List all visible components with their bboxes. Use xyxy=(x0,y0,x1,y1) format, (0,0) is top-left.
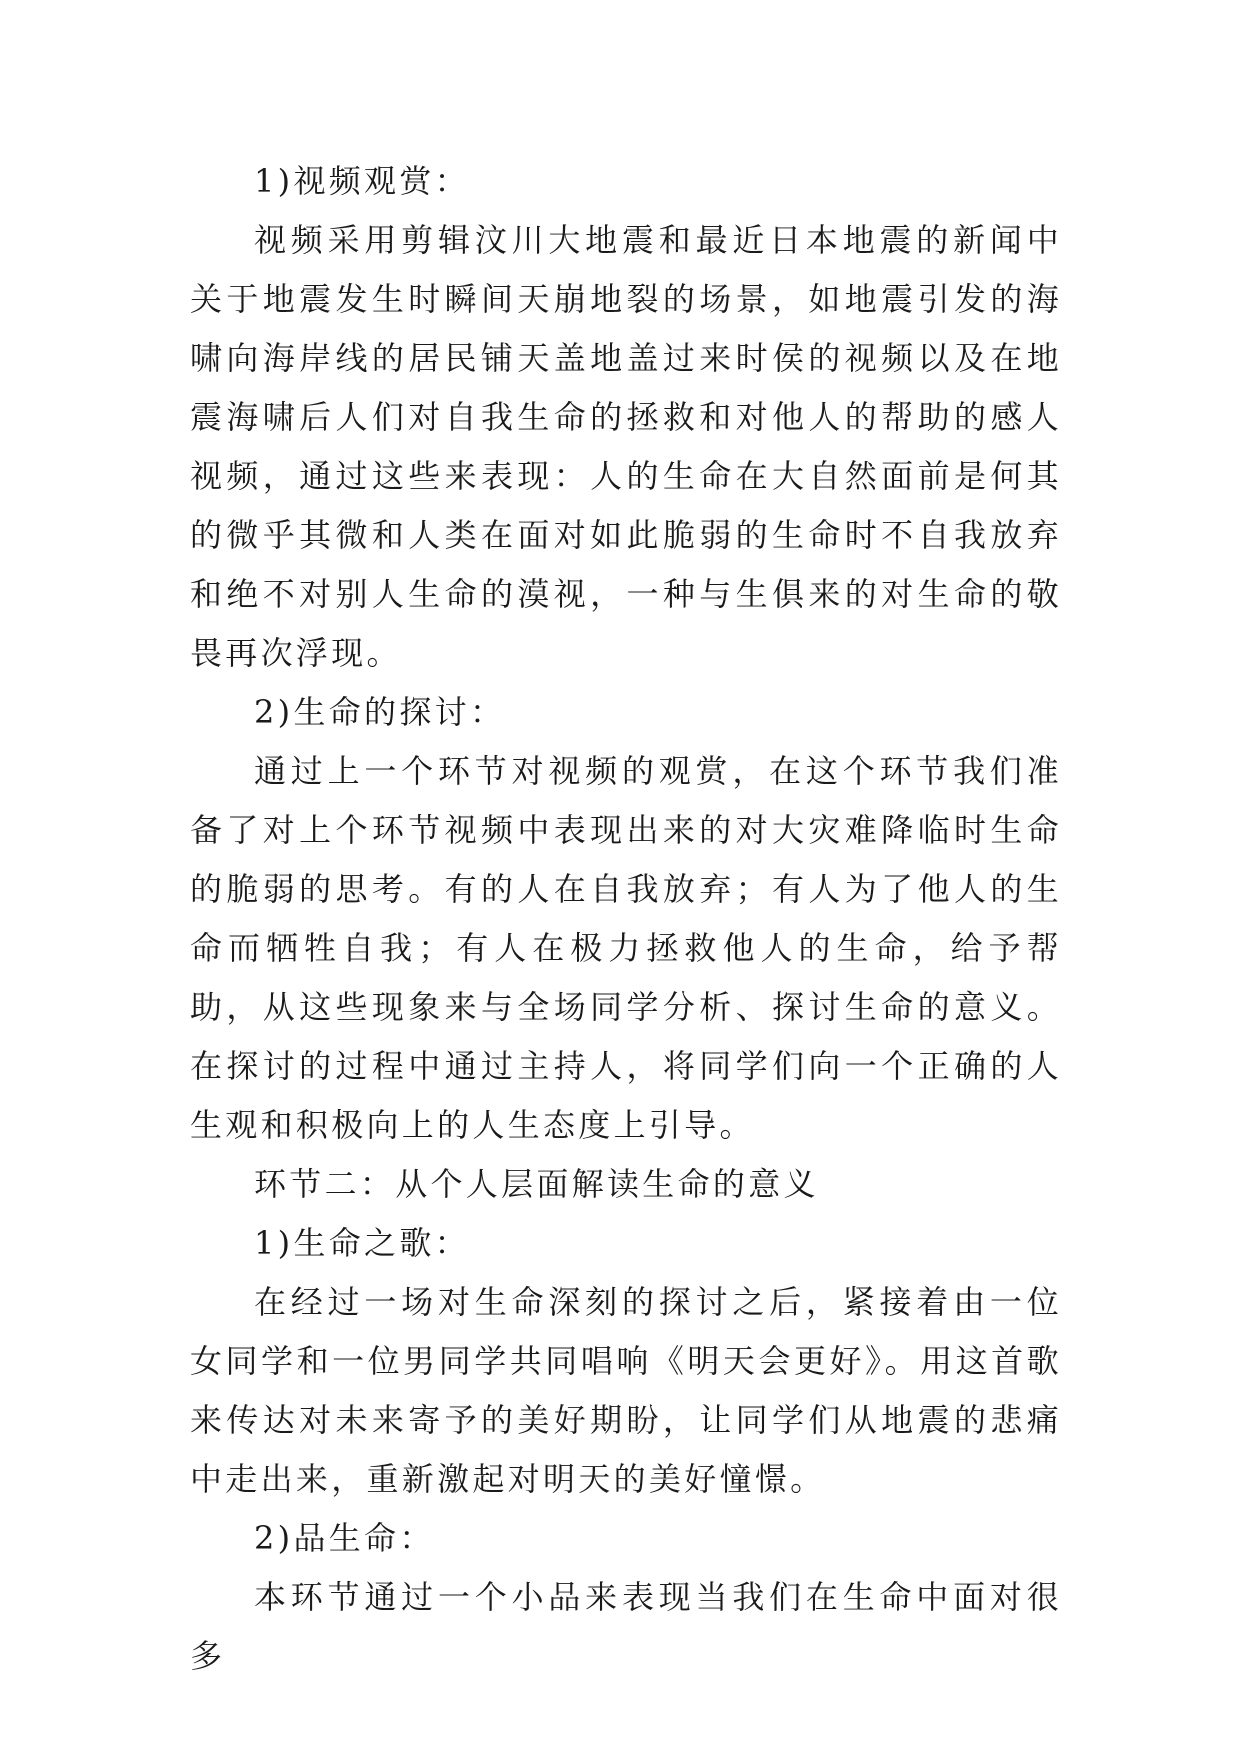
heading-section-two: 环节二：从个人层面解读生命的意义 xyxy=(254,1165,819,1203)
heading-savor-life: 2)品生命： xyxy=(254,1519,435,1557)
paragraph-savor-life: 本环节通过一个小品来表现当我们在生命中面对很多 xyxy=(190,1578,1062,1675)
heading-video-viewing: 1)视频观赏： xyxy=(254,162,470,200)
paragraph-life-discussion: 通过上一个环节对视频的观赏，在这个环节我们准备了对上个环节视频中表现出来的对大灾难降临时生命的脆弱的思考。有的人在自我放弃；有人为了他人的生命而牺牲自我；有人在极力拯救他人的生命，给予帮助，从这些现象来与全场同学分析、探讨生命的意义。在探讨的过程中通过主持人，将同学们向一个正确的人生观和积极向上的人生态度上引导。 xyxy=(190,752,1062,1144)
heading-song-of-life: 1)生命之歌： xyxy=(254,1224,470,1262)
document-page xyxy=(190,152,1062,1686)
paragraph-song-of-life: 在经过一场对生命深刻的探讨之后，紧接着由一位女同学和一位男同学共同唱响《明天会更好》。用这首歌来传达对未来寄予的美好期盼，让同学们从地震的悲痛中走出来，重新激起对明天的美好憧憬。 xyxy=(190,1283,1062,1498)
paragraph-video-description: 视频采用剪辑汶川大地震和最近日本地震的新闻中关于地震发生时瞬间天崩地裂的场景，如地震引发的海啸向海岸线的居民铺天盖地盖过来时侯的视频以及在地震海啸后人们对自我生命的拯救和对他人的帮助的感人视频，通过这些来表现：人的生命在大自然面前是何其的微乎其微和人类在面对如此脆弱的生命时不自我放弃和绝不对别人生命的漠视，一种与生俱来的对生命的敬畏再次浮现。 xyxy=(190,221,1062,672)
heading-life-discussion: 2)生命的探讨： xyxy=(254,693,506,731)
